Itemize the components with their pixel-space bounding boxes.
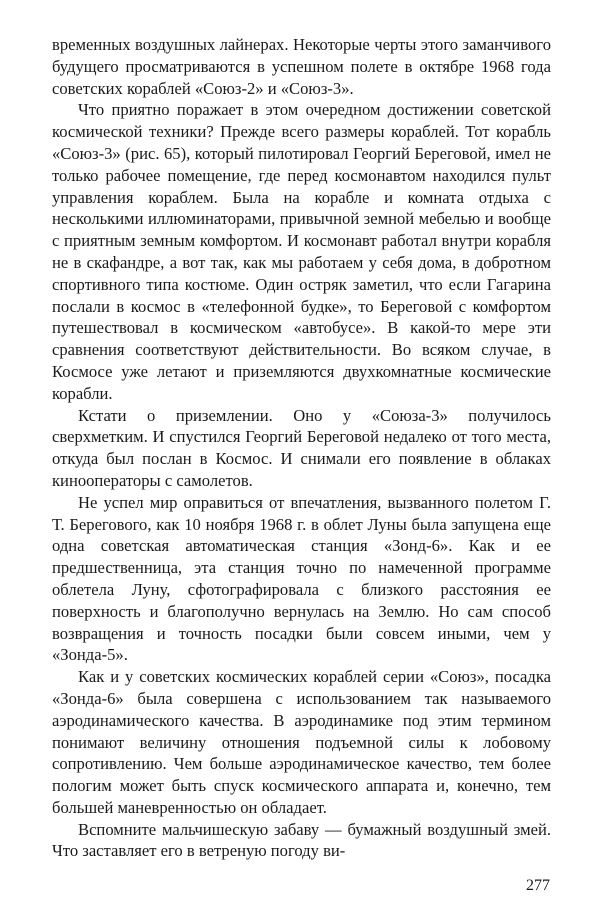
paragraph-2: Что приятно поражает в этом очередном достижении советской космической техники? Прежде всего размеры кораблей. Тот корабль «Союз-3» (рис. 65), который пилотировал Георгий Береговой, имел не только рабочее помещение, где перед космонавтом находился пульт управления кораблем. Была на корабле и комната отдыха с несколькими иллюминаторами, привычной земной мебелью и вообще с приятным земным комфортом. И космонавт работал внутри корабля не в скафандре, а вот так, как мы работаем у себя дома, в добротном спортивного типа костюме. Один остряк заметил, что если Гагарина послали в космос в «телефонной будке», то Береговой с комфортом путешествовал в космическом «автобусе». В какой-то мере эти сравнения соответствуют действительности. Во всяком случае, в Космосе уже летают и приземляются двухкомнатные космические корабли. [52,100,551,403]
page-number: 277 [526,877,550,894]
paragraph-1: временных воздушных лайнерах. Некоторые черты этого заманчивого будущего просматриваются в успешном полете в октябре 1968 года советских кораблей «Союз-2» и «Союз-3». [52,35,551,98]
paragraph-4: Не успел мир оправиться от впечатления, вызванного полетом Г. Т. Берегового, как 10 ноября 1968 г. в облет Луны была запущена еще одна советская автоматическая станция «Зонд-6». Как и ее предшественница, эта станция точно по намеченной программе облетела Луну, сфотографировала с близкого расстояния ее поверхность и благополучно вернулась на Землю. Но сам способ возвращения и точность посадки были совсем иными, чем у «Зонда-5». [52,492,551,665]
paragraph-3: Кстати о приземлении. Оно у «Союза-3» получилось сверхметким. И спустился Георгий Береговой недалеко от того места, откуда был послан в Космос. И снимали его появление в облаках кинооператоры с самолетов. [52,405,551,490]
paragraph-5: Как и у советских космических кораблей серии «Союз», посадка «Зонда-6» была совершена с использованием так называемого аэродинамического качества. В аэродинамике под этим термином понимают величину отношения подъемной силы к лобовому сопротивлению. Чем больше аэродинамическое качество, тем более пологим может быть спуск космического аппарата и, конечно, тем большей маневренностью он обладает. [52,667,551,817]
paragraph-6: Вспомните мальчишескую забаву — бумажный воздушный змей. Что заставляет его в ветреную погоду ви- [52,819,551,861]
page-text-column [52,34,551,862]
